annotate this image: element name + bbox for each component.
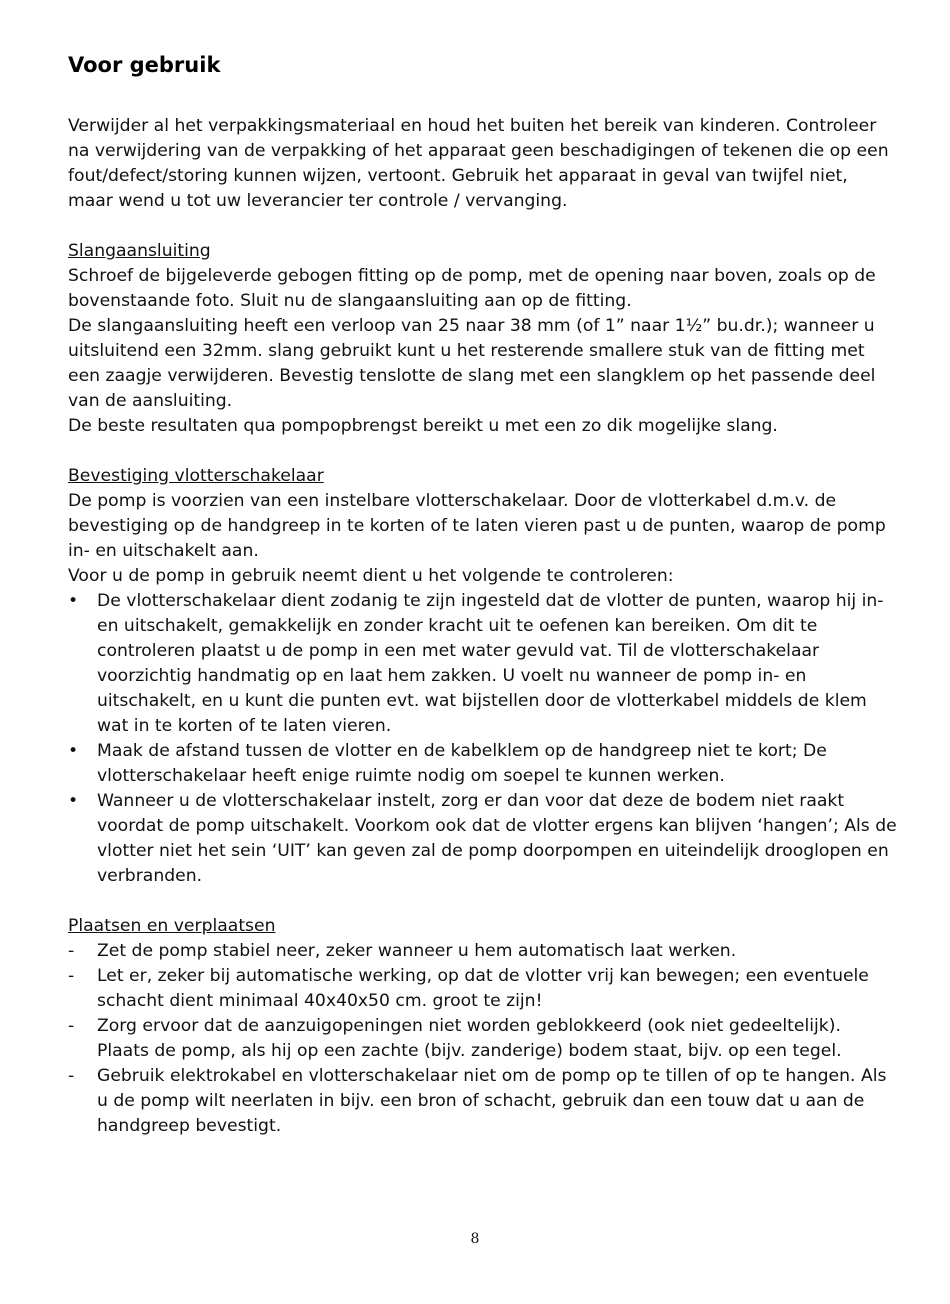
dash-marker: - <box>68 1066 75 1086</box>
section-vlotterschakelaar <box>68 464 898 889</box>
dash-marker: - <box>68 941 75 961</box>
list-item <box>68 589 898 739</box>
page-number: 8 <box>470 1231 480 1247</box>
list-item <box>68 939 898 964</box>
vlotter-bullet-list <box>68 589 898 889</box>
dash-marker: - <box>68 966 75 986</box>
list-item <box>68 1064 898 1139</box>
section-plaatsen <box>68 914 898 1139</box>
page-title: Voor gebruik <box>68 53 221 77</box>
list-item <box>68 789 898 889</box>
section-heading-slangaansluiting: Slangaansluiting <box>68 241 211 261</box>
list-item-text: Maak de afstand tussen de vlotter en de kabelklem op de handgreep niet te kort; De vlotterschakelaar heeft enige ruimte nodig om soepel te kunnen werken. <box>97 741 827 786</box>
slang-paragraph-1: Schroef de bijgeleverde gebogen fitting op de pomp, met de opening naar boven, zoals op de bovenstaande foto. Sluit nu de slangaansluiting aan op de fitting. <box>68 266 876 311</box>
dash-marker: - <box>68 1016 75 1036</box>
vlotter-paragraph-2: Voor u de pomp in gebruik neemt dient u het volgende te controleren: <box>68 566 674 586</box>
section-heading-vlotterschakelaar: Bevestiging vlotterschakelaar <box>68 466 324 486</box>
document-page <box>68 50 898 1139</box>
list-item-text: Gebruik elektrokabel en vlotterschakelaar niet om de pomp op te tillen of op te hangen. Als u de pomp wilt neerlaten in bijv. een bron of schacht, gebruik dan een touw dat u aan de handgreep bevestigt. <box>97 1066 887 1136</box>
plaatsen-dash-list <box>68 939 898 1139</box>
slang-paragraph-2: De slangaansluiting heeft een verloop van 25 naar 38 mm (of 1” naar 1½” bu.dr.); wanneer u uitsluitend een 32mm. slang gebruikt kunt u het resterende smallere stuk van de fitting met een zaagje verwijderen. Bevestig tenslotte de slang met een slangklem op het passende deel van de aansluiting. <box>68 316 876 411</box>
list-item <box>68 1014 898 1064</box>
list-item-text: Zet de pomp stabiel neer, zeker wanneer u hem automatisch laat werken. <box>97 941 737 961</box>
list-item-text: De vlotterschakelaar dient zodanig te zijn ingesteld dat de vlotter de punten, waarop hij in- en uitschakelt, gemakkelijk en zonder kracht uit te oefenen kan bereiken. Om dit te controleren plaatst u de pomp in een met water gevuld vat. Til de vlotterschakelaar voorzichtig handmatig op en laat hem zakken. U voelt nu wanneer de pomp in- en uitschakelt, en u kunt die punten evt. wat bijstellen door de vlotterkabel middels de klem wat in te korten of te laten vieren. <box>97 591 884 736</box>
intro-paragraph: Verwijder al het verpakkingsmateriaal en houd het buiten het bereik van kinderen. Controleer na verwijdering van de verpakking of het apparaat geen beschadigingen of tekenen die op een fout/defect/storing kunnen wijzen, vertoont. Gebruik het apparaat in geval van twijfel niet, maar wend u tot uw leverancier ter controle / vervanging. <box>68 116 889 211</box>
list-item <box>68 739 898 789</box>
bullet-marker: • <box>68 741 79 761</box>
section-slangaansluiting <box>68 239 898 439</box>
list-item <box>68 964 898 1014</box>
slang-paragraph-3: De beste resultaten qua pompopbrengst bereikt u met een zo dik mogelijke slang. <box>68 416 778 436</box>
section-heading-plaatsen: Plaatsen en verplaatsen <box>68 916 276 936</box>
list-item-text: Zorg ervoor dat de aanzuigopeningen niet worden geblokkeerd (ook niet gedeeltelijk). Plaats de pomp, als hij op een zachte (bijv. zanderige) bodem staat, bijv. op een tegel. <box>97 1016 842 1061</box>
list-item-text: Let er, zeker bij automatische werking, op dat de vlotter vrij kan bewegen; een eventuele schacht dient minimaal 40x40x50 cm. groot te zijn! <box>97 966 869 1011</box>
vlotter-paragraph-1: De pomp is voorzien van een instelbare vlotterschakelaar. Door de vlotterkabel d.m.v. de bevestiging op de handgreep in te korten of te laten vieren past u de punten, waarop de pomp in- en uitschakelt aan. <box>68 491 886 561</box>
bullet-marker: • <box>68 591 79 611</box>
bullet-marker: • <box>68 791 79 811</box>
list-item-text: Wanneer u de vlotterschakelaar instelt, zorg er dan voor dat deze de bodem niet raakt voordat de pomp uitschakelt. Voorkom ook dat de vlotter ergens kan blijven ‘hangen’; Als de vlotter niet het sein ‘UIT’ kan geven zal de pomp doorpompen en uiteindelijk drooglopen en verbranden. <box>97 791 897 886</box>
